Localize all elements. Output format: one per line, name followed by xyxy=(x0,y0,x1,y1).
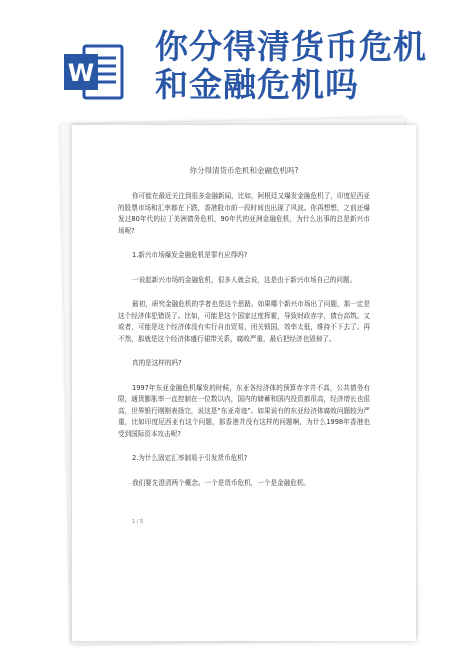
header-banner xyxy=(0,0,474,104)
page-title xyxy=(155,28,427,104)
page-number: 1 / 5 xyxy=(132,519,144,525)
heading-2: 2.为什么固定汇率制易于引发货币危机? xyxy=(132,454,248,462)
page-title-line-2: 和金融危机吗 xyxy=(155,65,359,104)
paragraph-5: 1997年东亚金融危机爆发的时候，东亚各经济体的预算赤字并不高，公共债务有限，通货膨胀率一直控制在一位数以内，国内的储蓄和国内投资都很高，经济增长也很高，世界银行刚刚表扬完，说这是“东亚奇迹”。如果说有的东亚经济体腐败问题较为严重，比如印度尼西亚有这个问题，那香港并没有这样的问题啊，为什么1998年香港也受到国际资本攻击呢? xyxy=(118,383,370,438)
word-icon-letter: W xyxy=(67,59,95,87)
paragraph-4: 真的是这样的吗? xyxy=(132,359,182,367)
document-page xyxy=(72,125,416,641)
heading-1: 1.新兴市场爆发金融危机是罪有应得吗? xyxy=(132,251,248,259)
page-title-line-1: 你分得清货币危机 xyxy=(155,27,427,66)
paragraph-6: 我们要先澄清两个概念。一个是货币危机，一个是金融危机。 xyxy=(132,478,311,487)
document-preview xyxy=(66,121,418,641)
paragraph-2: 一说起新兴市场的金融危机，很多人就会说，这是由于新兴市场自己的问题。 xyxy=(132,275,357,284)
word-document-icon xyxy=(62,40,126,104)
document-title: 你分得清货币危机和金融危机吗? xyxy=(189,166,299,175)
paragraph-1: 你可能在最近关注到很多金融新闻，比如，阿根廷又爆发金融危机了，印度尼西亚的股票市场和汇率都在下跌，香港股市前一段时间也出现了风波。你再想想，之前还爆发过80年代的拉丁美洲债务危机，90年代的亚洲金融危机，为什么出事的总是新兴市场呢? xyxy=(118,192,370,235)
paragraph-3: 最初，研究金融危机的学者也是这个思路。如果哪个新兴市场出了问题，那一定是这个经济体犯错误了。比如，可能是这个国家过度挥霍，导致财政赤字，债台高筑。又或者，可能是这个经济体没有实行自由贸易，闭关锁国，效率太低，维持不下去了。再不然，那就是这个经济体盛行裙带关系，腐败严重，最后把经济也毁掉了。 xyxy=(118,300,370,343)
document-body xyxy=(118,191,370,502)
